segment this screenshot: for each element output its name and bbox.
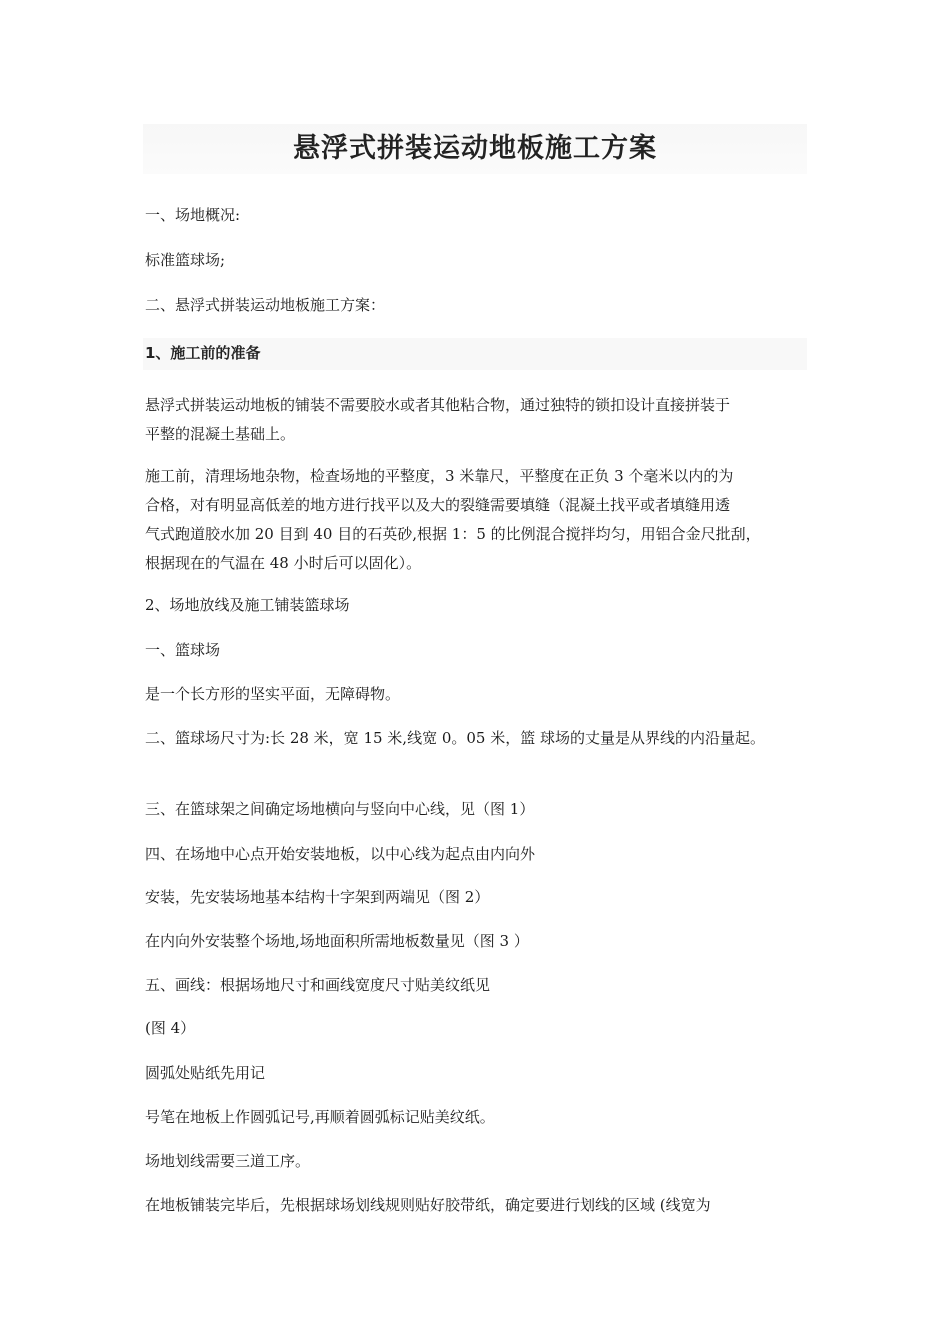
paragraph-line: 圆弧处贴纸先用记 bbox=[145, 1064, 266, 1082]
paragraph-line: 是一个长方形的坚实平面，无障碍物。 bbox=[145, 685, 401, 703]
paragraph-line: 根据现在的气温在 48 小时后可以固化）。 bbox=[145, 554, 422, 572]
section-2-heading: 二、悬浮式拼装运动地板施工方案： bbox=[145, 296, 386, 314]
paragraph-line: 悬浮式拼装运动地板的铺装不需要胶水或者其他粘合物，通过独特的锁扣设计直接拼装于 bbox=[145, 396, 731, 414]
paragraph-line: 在地板铺装完毕后，先根据球场划线规则贴好胶带纸，确定要进行划线的区域 (线宽为 bbox=[145, 1196, 711, 1214]
subheading-preparation: 1、施工前的准备 bbox=[145, 344, 261, 362]
paragraph-line: 二、篮球场尺寸为:长 28 米，宽 15 米,线宽 0。05 米，篮 球场的丈量是从界线的内沿量起。 bbox=[145, 729, 766, 747]
paragraph-line: 安装，先安装场地基本结构十字架到两端见（图 2） bbox=[145, 888, 490, 906]
paragraph-line: 一、篮球场 bbox=[145, 641, 221, 659]
paragraph-line: 平整的混凝土基础上。 bbox=[145, 425, 296, 443]
paragraph-line: 号笔在地板上作圆弧记号,再顺着圆弧标记贴美纹纸。 bbox=[145, 1108, 495, 1126]
paragraph-line: 气式跑道胶水加 20 目到 40 目的石英砂,根据 1：5 的比例混合搅拌均匀，用铝合金尺批刮， bbox=[145, 525, 761, 543]
paragraph-line: 施工前，清理场地杂物，检查场地的平整度，3 米靠尺，平整度在正负 3 个毫米以内的为 bbox=[145, 467, 734, 485]
paragraph-line: 场地划线需要三道工序。 bbox=[145, 1152, 311, 1170]
paragraph-line: 在内向外安装整个场地,场地面积所需地板数量见（图 3 ） bbox=[145, 932, 529, 950]
document-title: 悬浮式拼装运动地板施工方案 bbox=[293, 133, 657, 164]
paragraph-line: 五、画线：根据场地尺寸和画线宽度尺寸贴美纹纸见 bbox=[145, 976, 491, 994]
paragraph-line: 四、在场地中心点开始安装地板，以中心线为起点由内向外 bbox=[145, 845, 536, 863]
section-1-heading: 一、场地概况: bbox=[145, 206, 241, 224]
paragraph-line: 三、在篮球架之间确定场地横向与竖向中心线，见（图 1） bbox=[145, 800, 535, 818]
subheading-layout: 2、场地放线及施工铺装篮球场 bbox=[145, 596, 350, 614]
paragraph-line: 合格，对有明显高低差的地方进行找平以及大的裂缝需要填缝（混凝土找平或者填缝用透 bbox=[145, 496, 731, 514]
paragraph-line: (图 4） bbox=[145, 1019, 196, 1037]
paragraph-venue-type: 标准篮球场; bbox=[145, 251, 226, 269]
